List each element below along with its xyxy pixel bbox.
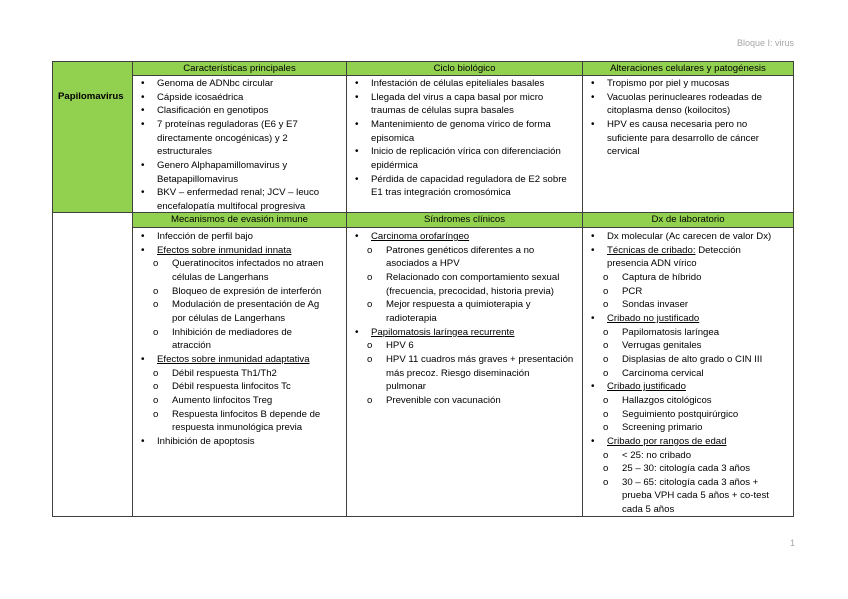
list-item (133, 159, 346, 186)
row-label: Papilomavirus (58, 91, 124, 102)
column-header-sindromes (347, 213, 583, 228)
bullet-list (583, 230, 793, 517)
sub-item-text: Queratinocitos infectados no atraen células de Langerhans (172, 258, 324, 283)
list-item (347, 91, 582, 118)
item-heading: Cribado justificado (607, 381, 686, 393)
bullet-list (347, 77, 582, 200)
virus-summary-table (52, 61, 794, 517)
item-heading: Papilomatosis laríngea recurrente (371, 326, 515, 338)
list-item (133, 435, 346, 449)
row-label-cell-empty (53, 213, 133, 517)
sub-list-item (583, 271, 793, 285)
sub-item-text: 25 – 30: citología cada 3 años (622, 463, 751, 475)
sub-list-item (583, 462, 793, 476)
sub-list-item (133, 394, 346, 408)
column-header-laboratorio (583, 213, 794, 228)
sub-list (583, 449, 793, 517)
list-item (583, 244, 793, 312)
list-item (347, 77, 582, 91)
sub-list-item (583, 408, 793, 422)
sub-list (347, 244, 582, 326)
sub-item-text: Papilomatosis laríngea (622, 326, 720, 338)
sub-list (133, 257, 346, 353)
column-header-alteraciones (583, 62, 794, 76)
sub-item-text: Carcinoma cervical (622, 367, 704, 379)
item-text: Vacuolas perinucleares rodeadas de citoplasma denso (koilocitos) (607, 91, 763, 117)
sub-list-item (583, 421, 793, 435)
sub-item-text: Seguimiento postquirúrgico (622, 408, 739, 420)
column-header-label: Características principales (183, 62, 296, 74)
cell-caracteristicas (133, 76, 347, 213)
item-text: Llegada del virus a capa basal por micro traumas de células supra basales (371, 91, 544, 117)
item-heading: Cribado no justificado (607, 312, 700, 324)
sub-item-text: HPV 6 (386, 340, 414, 352)
sub-list-item (347, 244, 582, 271)
item-text: Genoma de ADNbc circular (157, 78, 274, 89)
sub-item-text: Inhibición de mediadores de atracción (172, 326, 293, 352)
sub-list-item (583, 298, 793, 312)
list-item (583, 435, 793, 517)
column-header-label: Mecanismos de evasión inmune (170, 214, 309, 225)
sub-list (133, 367, 346, 435)
sub-list-item (347, 353, 582, 394)
sub-item-text: Hallazgos citológicos (622, 394, 712, 406)
column-header-label: Alteraciones celulares y patogénesis (610, 62, 766, 74)
running-header: Bloque I: virus (736, 38, 794, 48)
bullet-list (347, 230, 582, 408)
item-text: Dx molecular (Ac carecen de valor Dx) (607, 231, 772, 242)
list-item (583, 91, 793, 118)
list-item (133, 230, 346, 244)
item-text: Infestación de células epiteliales basales (371, 78, 545, 89)
sub-item-text: Débil respuesta Th1/Th2 (172, 367, 277, 379)
item-text: Clasificación en genotipos (157, 105, 269, 117)
sub-list-item (583, 339, 793, 353)
sub-item-text: Displasias de alto grado o CIN III (622, 353, 763, 365)
page-number: 1 (789, 538, 795, 548)
list-item (583, 380, 793, 435)
list-item (133, 91, 346, 105)
sub-item-text: PCR (622, 285, 643, 297)
sub-list-item (583, 353, 793, 367)
list-item (133, 118, 346, 159)
list-item (583, 77, 793, 91)
sub-list-item (583, 367, 793, 381)
item-heading: Efectos sobre inmunidad innata (157, 244, 292, 256)
sub-list-item (583, 394, 793, 408)
sub-item-text: Débil respuesta linfocitos Tc (172, 381, 291, 393)
item-heading: Efectos sobre inmunidad adaptativa (157, 353, 310, 365)
item-text: Detección presencia ADN vírico (607, 244, 741, 270)
item-heading: Técnicas de cribado: (607, 244, 696, 256)
sub-list-item (583, 476, 793, 517)
column-header-ciclo (347, 62, 583, 76)
item-text: Pérdida de capacidad reguladora de E2 sobre E1 tras integración cromosómica (371, 173, 567, 199)
item-heading: Carcinoma orofaríngeo (371, 231, 470, 242)
item-text: Cápside icosaédrica (157, 91, 244, 103)
item-text: Inicio de replicación vírica con diferenciación epidérmica (371, 146, 561, 171)
sub-list-item (347, 298, 582, 325)
bullet-list (133, 230, 346, 449)
sub-list-item (133, 408, 346, 435)
cell-laboratorio (583, 228, 794, 517)
cell-alteraciones (583, 76, 794, 213)
sub-item-text: Aumento linfocitos Treg (172, 394, 273, 406)
bullet-list (583, 77, 793, 159)
item-text: BKV – enfermedad renal; JCV – leuco encefalopatía multifocal progresiva (157, 187, 320, 212)
sub-item-text: Mejor respuesta a quimioterapia y radioterapia (386, 299, 531, 324)
cell-sindromes (347, 228, 583, 517)
bullet-list (133, 77, 346, 214)
item-text: Tropismo por piel y mucosas (607, 78, 730, 89)
cell-ciclo (347, 76, 583, 213)
list-item (583, 230, 793, 244)
sub-list (583, 394, 793, 435)
cell-evasion (133, 228, 347, 517)
sub-item-text: Modulación de presentación de Ag por células de Langerhans (172, 299, 320, 324)
sub-list (583, 326, 793, 381)
list-item (347, 173, 582, 200)
sub-list-item (133, 257, 346, 284)
sub-list (347, 339, 582, 407)
list-item (347, 326, 582, 408)
sub-list-item (583, 449, 793, 463)
column-header-caracteristicas (133, 62, 347, 76)
sub-list-item (133, 298, 346, 325)
sub-list-item (347, 271, 582, 298)
sub-item-text: Bloqueo de expresión de interferón (172, 285, 322, 297)
sub-list-item (133, 380, 346, 394)
sub-item-text: Patrones genéticos diferentes a no asociados a HPV (386, 244, 535, 270)
sub-item-text: Respuesta linfocitos B depende de respuesta inmunológica previa (172, 408, 321, 434)
sub-item-text: < 25: no cribado (622, 449, 692, 461)
sub-item-text: Sondas invaser (622, 299, 689, 311)
item-text: Infección de perfil bajo (157, 231, 253, 242)
sub-item-text: Verrugas genitales (622, 340, 702, 352)
item-heading: Cribado por rangos de edad (607, 435, 727, 447)
sub-item-text: Screening primario (622, 422, 703, 434)
list-item (133, 186, 346, 213)
column-header-label: Ciclo biológico (433, 62, 496, 74)
item-text: HPV es causa necesaria pero no suficiente para desarrollo de cáncer cervical (607, 118, 759, 158)
list-item (347, 145, 582, 172)
sub-item-text: Prevenible con vacunación (386, 394, 501, 406)
sub-list-item (583, 326, 793, 340)
sub-list-item (133, 326, 346, 353)
column-header-label: Síndromes clínicos (423, 214, 506, 225)
row-label-cell (53, 62, 133, 213)
list-item (583, 118, 793, 159)
list-item (583, 312, 793, 380)
item-text: 7 proteínas reguladoras (E6 y E7 directamente oncogénicas) y 2 estructurales (157, 118, 298, 158)
list-item (133, 77, 346, 91)
column-header-evasion (133, 213, 347, 228)
list-item (133, 244, 346, 353)
sub-item-text: Relacionado con comportamiento sexual (frecuencia, precocidad, historia previa) (386, 271, 560, 297)
column-header-label: Dx de laboratorio (651, 214, 725, 225)
list-item (347, 230, 582, 326)
list-item (347, 118, 582, 145)
item-text: Genero Alphapamillomavirus y Betapapillomavirus (157, 159, 288, 185)
sub-item-text: 30 – 65: citología cada 3 años + prueba VPH cada 5 años + co-test cada 5 años (622, 476, 769, 516)
sub-list-item (133, 285, 346, 299)
sub-item-text: Captura de híbrido (622, 271, 702, 283)
sub-list-item (133, 367, 346, 381)
list-item (133, 104, 346, 118)
item-text: Inhibición de apoptosis (157, 435, 255, 447)
sub-list (583, 271, 793, 312)
sub-list-item (347, 394, 582, 408)
sub-list-item (583, 285, 793, 299)
sub-item-text: HPV 11 cuadros más graves + presentación más precoz. Riesgo diseminación pulmonar (386, 353, 574, 393)
sub-list-item (347, 339, 582, 353)
item-text: Mantenimiento de genoma vírico de forma episomica (371, 118, 551, 144)
list-item (133, 353, 346, 435)
